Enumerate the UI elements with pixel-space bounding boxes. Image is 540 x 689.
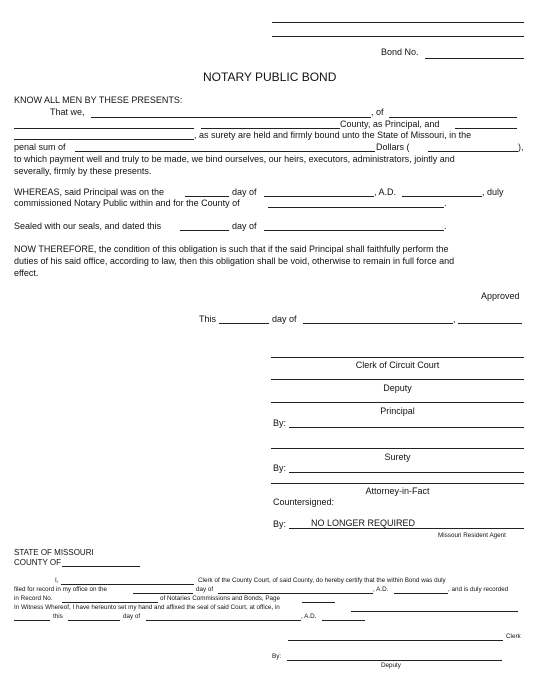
witness-month-field[interactable] bbox=[146, 620, 301, 621]
countersigned-by-label: By: bbox=[273, 519, 287, 529]
deputy-signature-line[interactable] bbox=[271, 379, 524, 380]
witness-ad-label: , A.D. bbox=[301, 613, 317, 620]
whereas-label: WHEREAS, said Principal was on the bbox=[14, 187, 165, 197]
commission-period: . bbox=[444, 198, 447, 208]
filed-for-record-text: filed for record in my office on the bbox=[14, 586, 107, 593]
header-blank-line-2[interactable] bbox=[272, 36, 524, 37]
whereas-day-of-label: day of bbox=[232, 187, 257, 197]
sealed-month-field[interactable] bbox=[264, 230, 444, 231]
record-no-field[interactable] bbox=[62, 602, 158, 603]
whereas-year-field[interactable] bbox=[402, 196, 482, 197]
surety-signature-line[interactable] bbox=[271, 448, 524, 449]
county-deputy-label: Deputy bbox=[381, 662, 401, 669]
of-label: , of bbox=[371, 107, 384, 117]
duly-label: , duly bbox=[482, 187, 504, 197]
principal-by-label: By: bbox=[273, 418, 287, 428]
principal-address-field[interactable] bbox=[389, 117, 517, 118]
filed-month-field[interactable] bbox=[218, 593, 373, 594]
in-witness-text: In Witness Whereof, I have hereunto set my hand and affixed the seal of said Court, at office, in bbox=[14, 604, 280, 611]
principal-by-field[interactable] bbox=[289, 427, 524, 428]
state-of-missouri: STATE OF MISSOURI bbox=[14, 548, 94, 557]
county-clerk-label: Clerk bbox=[506, 633, 521, 640]
principal-county-field[interactable] bbox=[201, 128, 340, 129]
notaries-commissions-text: of Notaries Commissions and Bonds, Page bbox=[160, 595, 281, 602]
to-which-line-1: to which payment well and truly to be made, we bind ourselves, our heirs, executors, administrators, jointly and bbox=[14, 154, 455, 164]
county-clerk-signature-line[interactable] bbox=[288, 640, 503, 641]
filed-day-field[interactable] bbox=[133, 593, 193, 594]
duly-recorded-text: , and is duly recorded bbox=[448, 586, 509, 593]
county-of-field[interactable] bbox=[62, 566, 140, 567]
witness-day-field[interactable] bbox=[68, 620, 120, 621]
county-of-label: COUNTY OF bbox=[14, 558, 61, 567]
sealed-label: Sealed with our seals, and dated this bbox=[14, 221, 162, 231]
attorney-in-fact-label: Attorney-in-Fact bbox=[365, 486, 430, 496]
this-label: This bbox=[199, 314, 217, 324]
penal-sum-label: penal sum of bbox=[14, 142, 66, 152]
whereas-day-field[interactable] bbox=[185, 196, 229, 197]
header-blank-line-1[interactable] bbox=[272, 22, 524, 23]
page-number-field[interactable] bbox=[302, 602, 335, 603]
attorney-signature-line[interactable] bbox=[271, 483, 524, 484]
surety-by-field[interactable] bbox=[289, 472, 524, 473]
surety-name-field[interactable] bbox=[455, 128, 517, 129]
approved-day-of-label: day of bbox=[272, 314, 297, 324]
commissioned-label: commissioned Notary Public within and for the County of bbox=[14, 198, 240, 208]
to-which-line-2: severally, firmly by these presents. bbox=[14, 166, 152, 176]
sealed-period: . bbox=[444, 221, 447, 231]
principal-label: Principal bbox=[380, 406, 415, 416]
approved-comma: , bbox=[453, 314, 456, 324]
principal-name-field[interactable] bbox=[91, 117, 371, 118]
witness-this-label: this bbox=[53, 613, 63, 620]
sealed-day-field[interactable] bbox=[180, 230, 229, 231]
principal-signature-line[interactable] bbox=[271, 402, 524, 403]
penal-sum-amount-field[interactable] bbox=[428, 151, 518, 152]
county-deputy-signature-line[interactable] bbox=[287, 660, 502, 661]
sealed-day-of-label: day of bbox=[232, 221, 257, 231]
witness-office-field[interactable] bbox=[351, 611, 518, 612]
penal-sum-words-field[interactable] bbox=[75, 151, 375, 152]
clerk-signature-line[interactable] bbox=[271, 357, 524, 358]
as-surety-label: , as surety are held and firmly bound unto the State of Missouri, in the bbox=[194, 130, 472, 140]
clerk-county-court-text: Clerk of the County Court, of said County, do hereby certify that the within Bond was duly bbox=[198, 577, 446, 584]
dollars-label: Dollars ( bbox=[376, 142, 410, 152]
whereas-ad-label: , A.D. bbox=[374, 187, 397, 197]
that-we-label: That we, bbox=[50, 107, 85, 117]
page-title: NOTARY PUBLIC BOND bbox=[203, 70, 337, 84]
no-longer-required-text: NO LONGER REQUIRED bbox=[311, 518, 416, 528]
approved-day-field[interactable] bbox=[219, 323, 269, 324]
clerk-circuit-court-label: Clerk of Circuit Court bbox=[355, 360, 440, 370]
in-record-no-label: in Record No. bbox=[14, 595, 53, 602]
i-label: I, bbox=[55, 577, 59, 584]
approved-year-field[interactable] bbox=[458, 323, 522, 324]
commission-county-field[interactable] bbox=[268, 207, 444, 208]
approved-label: Approved bbox=[481, 291, 520, 301]
now-therefore-line-2: duties of his said office, according to law, then this obligation shall be void, otherwise to remain in full force and bbox=[14, 256, 455, 266]
deputy-label: Deputy bbox=[383, 383, 412, 393]
know-all-heading: KNOW ALL MEN BY THESE PRESENTS: bbox=[14, 95, 183, 105]
filed-ad-label: , A.D. bbox=[373, 586, 389, 593]
county-as-principal-label: County, as Principal, and bbox=[340, 119, 440, 129]
bond-no-label: Bond No. bbox=[381, 47, 419, 57]
witness-location-field[interactable] bbox=[14, 620, 50, 621]
whereas-month-field[interactable] bbox=[264, 196, 374, 197]
countersigned-label: Countersigned: bbox=[273, 497, 335, 507]
principal-address-cont-field[interactable] bbox=[14, 128, 194, 129]
clerk-name-field[interactable] bbox=[61, 584, 194, 585]
county-deputy-by-label: By: bbox=[272, 653, 282, 660]
now-therefore-line-1: NOW THEREFORE, the condition of this obligation is such that if the said Principal shall faithfully perform the bbox=[14, 244, 449, 254]
filed-day-of-label: day of bbox=[196, 586, 214, 593]
witness-year-field[interactable] bbox=[322, 620, 365, 621]
missouri-resident-agent-label: Missouri Resident Agent bbox=[438, 532, 506, 539]
surety-by-label: By: bbox=[273, 463, 287, 473]
dollars-close-label: ), bbox=[518, 142, 524, 152]
filed-year-field[interactable] bbox=[394, 593, 448, 594]
approved-month-field[interactable] bbox=[303, 323, 453, 324]
surety-name-cont-field[interactable] bbox=[14, 139, 194, 140]
now-therefore-line-3: effect. bbox=[14, 268, 39, 278]
witness-day-of-label: day of bbox=[123, 613, 141, 620]
countersigned-by-field[interactable] bbox=[289, 528, 524, 529]
bond-no-field[interactable] bbox=[425, 58, 524, 59]
surety-label: Surety bbox=[384, 452, 411, 462]
